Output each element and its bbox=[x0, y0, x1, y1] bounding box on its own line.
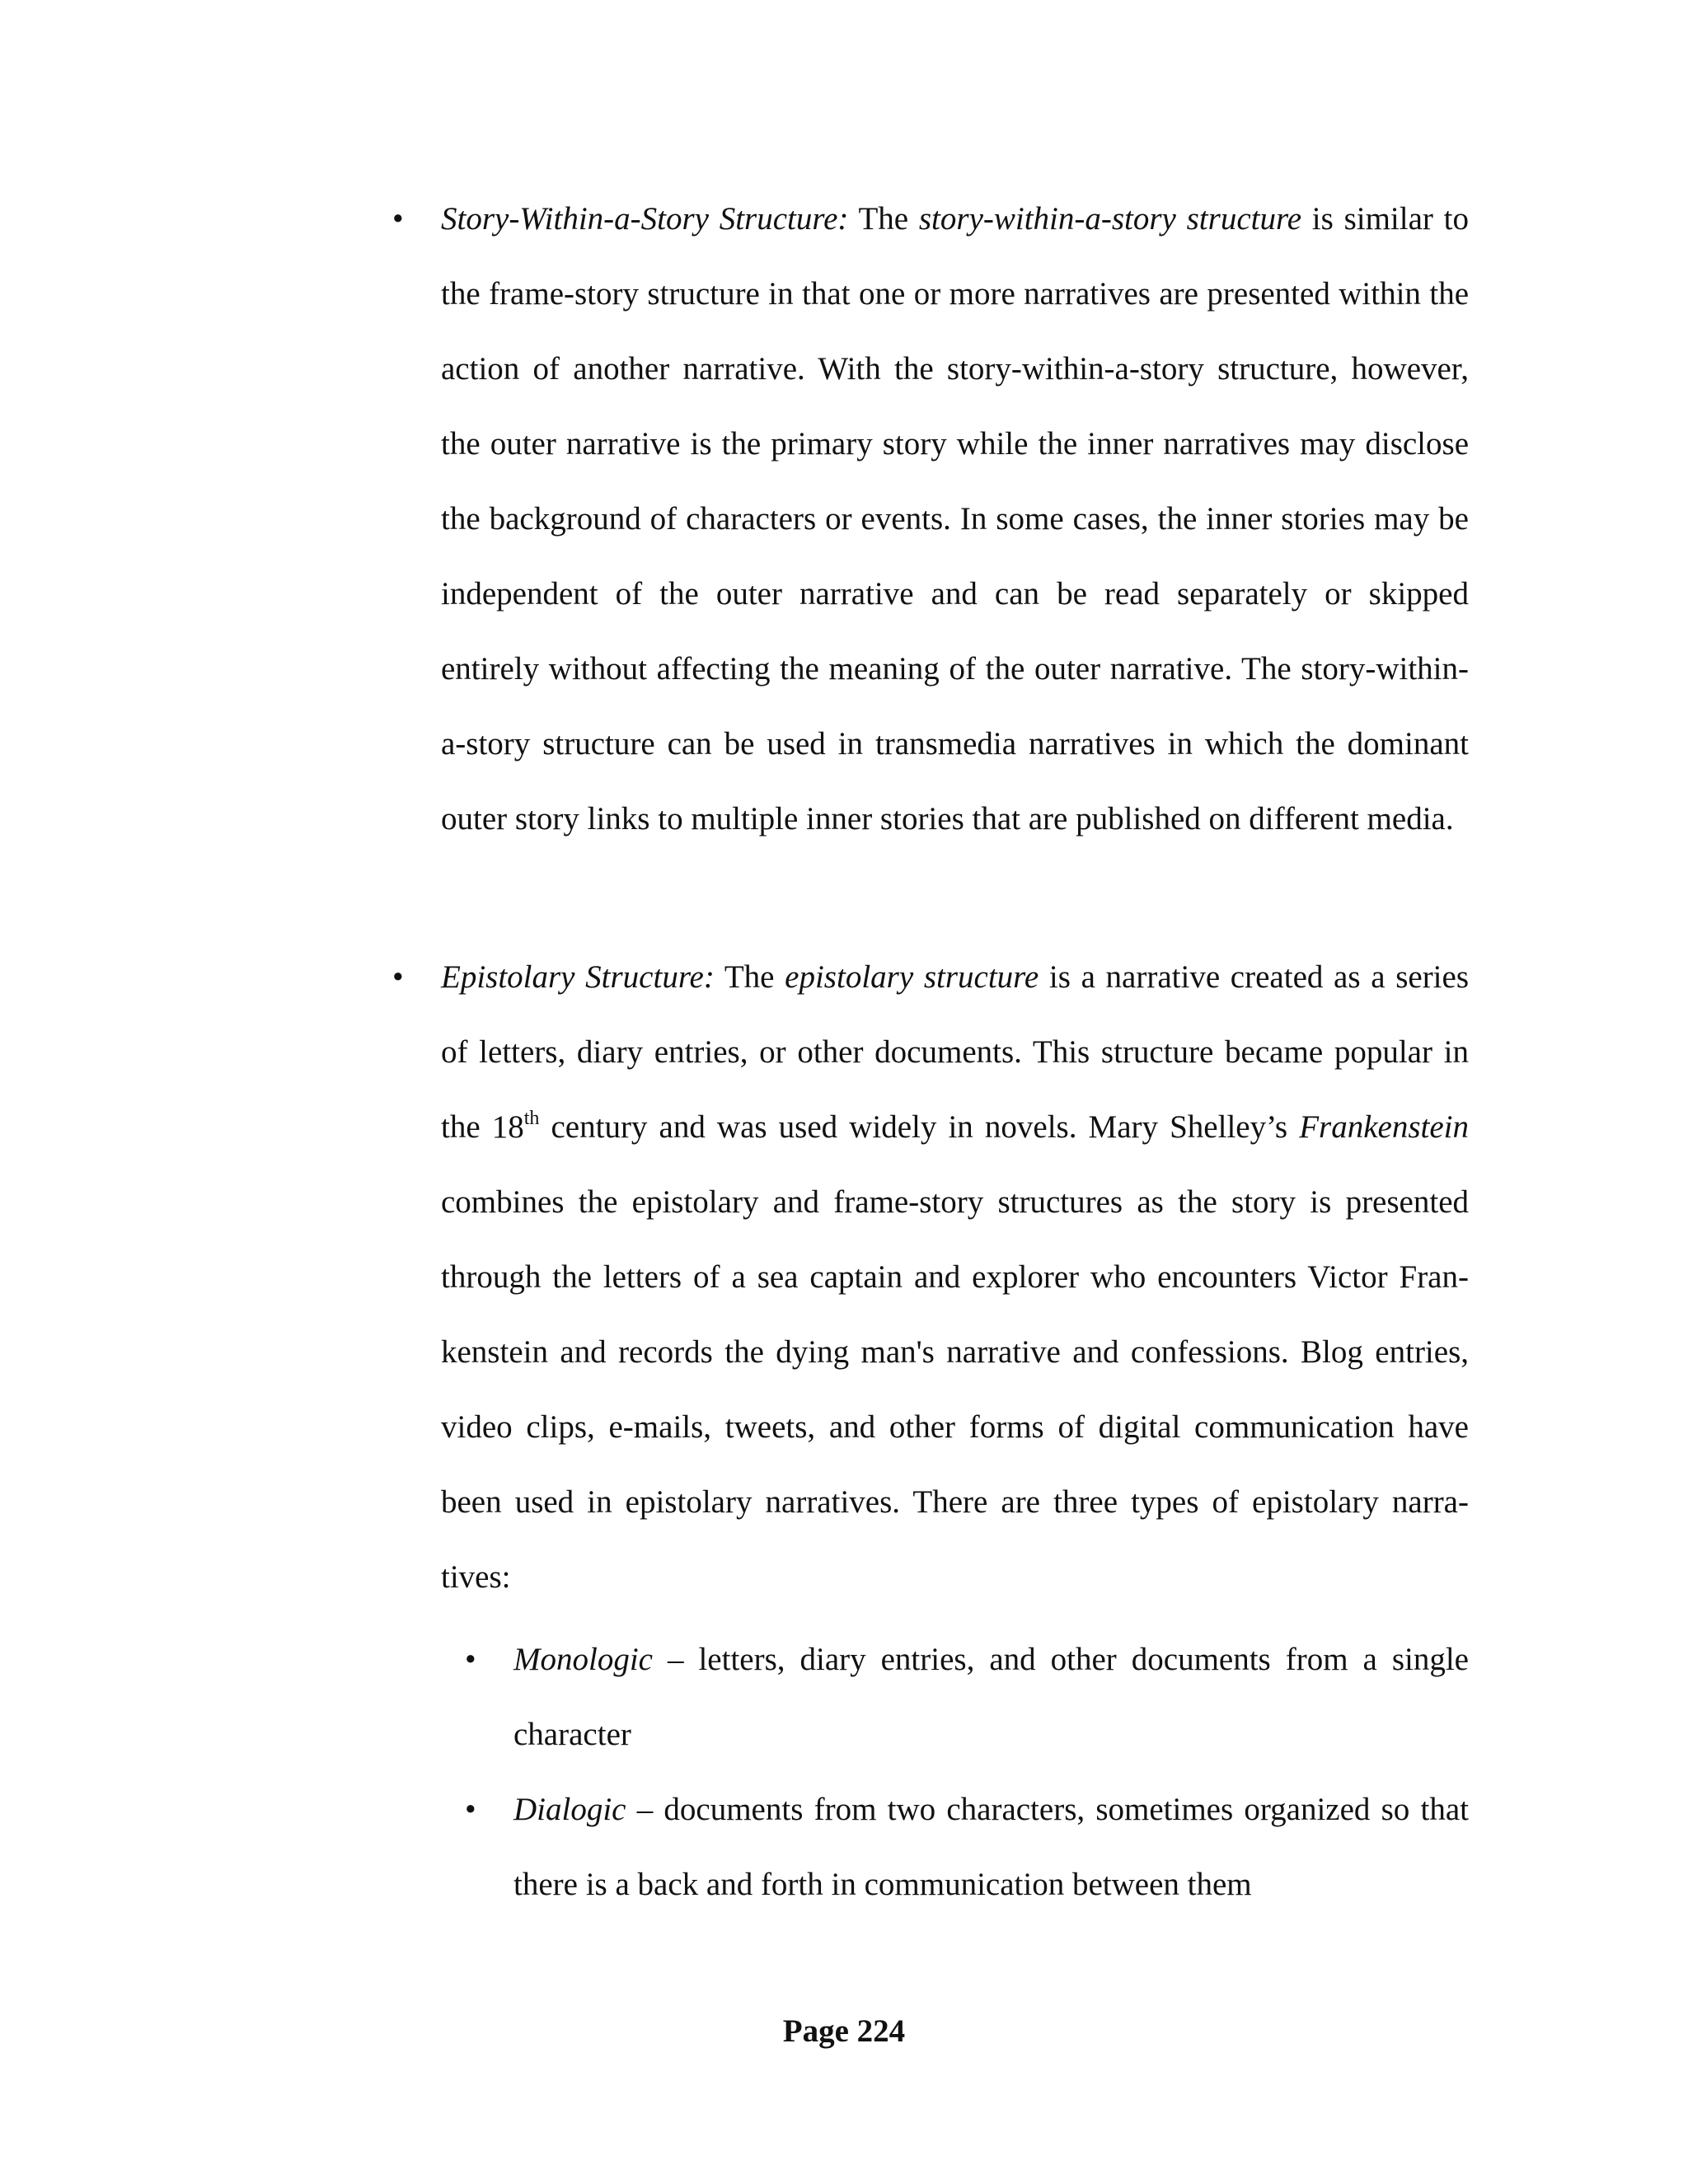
sub-list-item-monologic bbox=[465, 1622, 1469, 1772]
bullet-icon: • bbox=[465, 1642, 476, 1677]
bullet-icon: • bbox=[465, 1792, 476, 1827]
sub-list-item-dialogic bbox=[465, 1772, 1469, 1922]
paragraph-text: – letters, diary entries, and other documents from a single character bbox=[513, 1642, 1469, 1752]
page-number: Page 224 bbox=[782, 2013, 906, 2049]
term-story-within-a-story: Story-Within-a-Story Structure: bbox=[441, 201, 849, 237]
list-item-epistolary bbox=[392, 940, 1470, 1615]
paragraph-text: century and was used widely in novels. Mary Shelley’s bbox=[539, 1109, 1300, 1145]
superscript: th bbox=[523, 1108, 540, 1129]
term-epistolary: Epistolary Structure: bbox=[441, 959, 715, 995]
term-monologic: Monologic bbox=[513, 1642, 653, 1677]
paragraph-text: – documents from two characters, sometimes organized so that there is a back and forth in communication between them bbox=[513, 1792, 1469, 1902]
emphasis-text: story-within-a-story structure bbox=[918, 201, 1302, 237]
list-item-story-within-a-story bbox=[392, 181, 1469, 856]
bullet-icon: • bbox=[392, 201, 404, 237]
emphasis-text: epistolary structure bbox=[785, 959, 1039, 995]
paragraph-text: combines the epistolary and frame-story structures as the story is presented through the letters of a sea captain and explorer who encounters Victor Frankenstein and records the dying man's narrative and confessions. Blog entries, video clips, e-mails, tweets, and other forms of digital communication have been used in epistolary narratives. There are three types of epistolary narratives: bbox=[441, 1184, 1469, 1595]
paragraph-text: The bbox=[714, 959, 785, 995]
paragraph-text: is a narrative created as a series of letters, diary entries, or other documents. This structure became popular in the 18 bbox=[441, 959, 1470, 1145]
paragraph-text: is similar to the frame-story structure in that one or more narratives are presented within the action of another narrative. With the story-within-a-story structure, however, the outer narrative is the primary story while the inner narratives may disclose the background of characters or events. In some cases, the inner stories may be independent of the outer narrative and can be read separately or skipped entirely without affecting the meaning of the outer narrative. The story-within-a-story structure can be used in transmedia narratives in which the dominant outer story links to multiple inner stories that are published on different media. bbox=[441, 201, 1469, 837]
bullet-icon: • bbox=[392, 959, 404, 995]
book-title: Frankenstein bbox=[1299, 1109, 1469, 1145]
paragraph-text: The bbox=[848, 201, 919, 237]
term-dialogic: Dialogic bbox=[513, 1792, 626, 1827]
